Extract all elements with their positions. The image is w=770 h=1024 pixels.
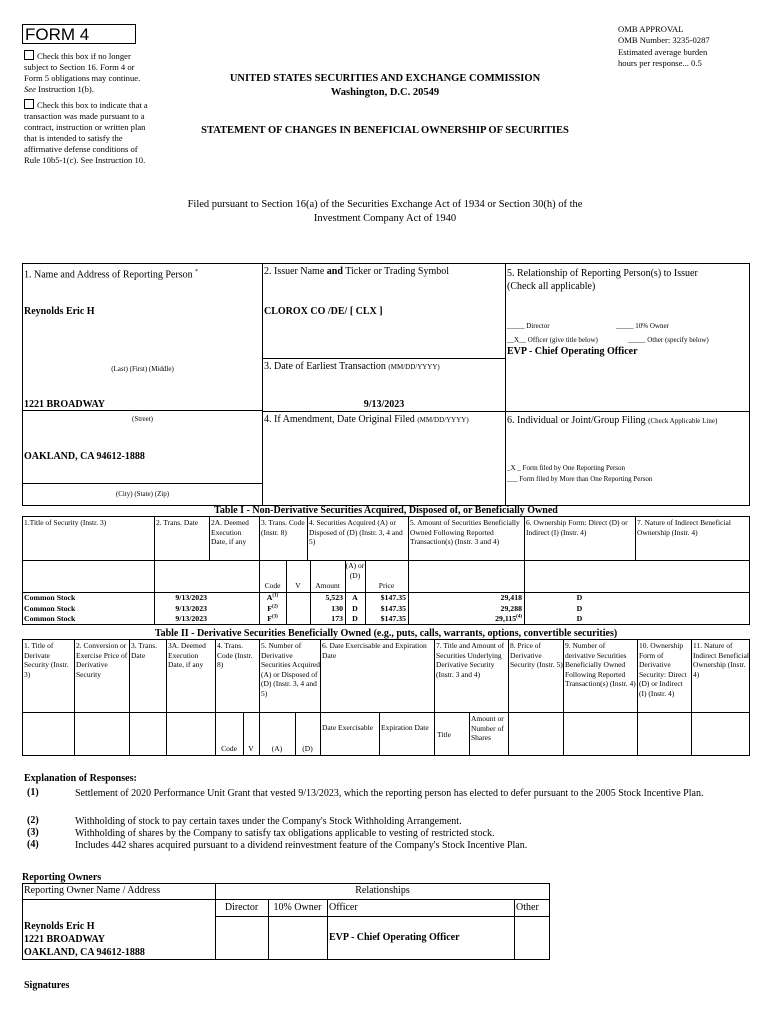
t2-sub-exp: Expiration Date (381, 723, 429, 732)
t2-sub-a: (A) (271, 744, 283, 753)
box2-label-b: Ticker or Trading Symbol (345, 266, 450, 277)
t1-value-amount: 173 (331, 614, 343, 623)
filed-pursuant-line2: Investment Company Act of 1940 (313, 213, 457, 224)
t2-h2: 2. Conversion or Exercise Price of Derivative Security (76, 641, 128, 679)
table1-title: Table I - Non-Derivative Securities Acquired, Disposed of, or Beneficially Owned (214, 505, 558, 516)
signatures-title: Signatures (24, 980, 70, 991)
t2-h4: 4. Trans. Code (Instr. 8) (217, 641, 253, 669)
t1-col-line (635, 516, 636, 560)
t1-cell-ad (345, 593, 365, 602)
checkbox-no-longer-subject[interactable] (24, 50, 34, 60)
t1-value-form: D (576, 603, 583, 613)
form-title: FORM 4 (22, 24, 136, 44)
t1-value-code: A (266, 593, 273, 602)
ro-owner-name: Reynolds Eric H (24, 921, 95, 932)
explanation-text: Settlement of 2020 Performance Unit Grant that vested 9/13/2023, which the reporting person has elected to defer pursuant to the 2005 Stock Incentive Plan. (75, 788, 704, 799)
ro-col-line (327, 899, 328, 960)
t1-value-price: $147.35 (380, 593, 406, 602)
t1-value-date: 9/13/2023 (175, 593, 207, 602)
t1-cell-amount (310, 593, 345, 602)
ro-divider (215, 916, 550, 917)
t1-value-date: 9/13/2023 (175, 603, 207, 613)
box5-label: 5. Relationship of Reporting Person(s) to Issuer (507, 268, 698, 279)
t2-sub-d: (D) (302, 744, 313, 753)
rel-officer: __X__ Officer (give title below) (507, 336, 598, 344)
ro-owner-address (24, 920, 145, 959)
t2-col-line (259, 639, 260, 756)
ro-owner-city: OAKLAND, CA 94612-1888 (24, 947, 145, 958)
t1-cell-amount (310, 614, 345, 623)
t1-col-line (307, 516, 308, 560)
table2-title: Table II - Derivative Securities Beneficially Owned (e.g., puts, calls, warrants, options, convertible securities) (154, 628, 618, 639)
t2-h11: 11. Nature of Indirect Beneficial Ownership (Instr. 4) (693, 641, 750, 679)
name-parts-label: (Last) (First) (Middle) (111, 365, 174, 373)
box2-4-issuer (262, 263, 506, 506)
street-value: 1221 BROADWAY (24, 399, 106, 410)
reporting-owners-title: Reporting Owners (22, 872, 102, 883)
t1-value-security: Common Stock (24, 603, 76, 613)
t1-cell-price (365, 614, 408, 623)
t1-cell-date (154, 604, 209, 613)
explanation-text: Withholding of shares by the Company to satisfy tax obligations applicable to vesting of restricted stock. (75, 828, 495, 839)
box1-label-row (24, 267, 198, 281)
t2-col-line (691, 639, 692, 756)
t1-value-amount: 5,523 (325, 593, 343, 602)
t1-cell-owned (408, 604, 524, 613)
t1-cell-security (24, 593, 154, 602)
explanation-text: Includes 442 shares acquired pursuant to a dividend reinvestment feature of the Company's Stock Incentive Plan. (75, 840, 528, 851)
explanation-title: Explanation of Responses: (24, 773, 137, 784)
checkbox2-text: Check this box to indicate that a transaction was made pursuant to a contract, instruction or written plan that is intended to satisfy the affirmative defense conditions of Rule 10b5-1(c). See Instruction 10. (24, 100, 148, 165)
box4-label-text: 4. If Amendment, Date Original Filed (264, 414, 415, 425)
box1-reporting-person (22, 263, 263, 506)
t1-value-security: Common Stock (24, 614, 76, 623)
divider-box3-4 (262, 411, 506, 412)
box2-label-and: and (326, 266, 343, 277)
t1-value-ad: D (352, 603, 358, 613)
t1-cell-form (524, 614, 635, 623)
box3-label (264, 362, 440, 373)
ro-col-officer: Officer (329, 902, 358, 913)
explanation-number: (4) (27, 839, 39, 850)
box6-label-block (507, 415, 747, 427)
t1-value-ad: D (352, 614, 358, 623)
t1-sub-v: V (295, 581, 301, 590)
t1-cell-date (154, 614, 209, 623)
t2-h3a: 3A. Deemed Execution Date, if any (168, 641, 206, 669)
box3-label-text: 3. Date of Earliest Transaction (264, 361, 386, 372)
agency-name: UNITED STATES SECURITIES AND EXCHANGE COMMISSION (229, 73, 541, 84)
ro-col-name: Reporting Owner Name / Address (24, 885, 161, 896)
t2-h10: 10. Ownership Form of Derivative Security: Direct (D) or Indirect (I) (Instr. 4) (639, 641, 687, 698)
t2-header-bottom (22, 712, 750, 713)
t1-cell-code (259, 593, 286, 602)
box1-mark: * (195, 269, 199, 275)
t1-h2: 2. Trans. Date (156, 518, 199, 527)
t2-sub-title: Title (437, 730, 451, 739)
t1-cell-ad (345, 614, 365, 623)
t1-footnote-ref: (4) (516, 614, 522, 620)
t2-sub-line (469, 712, 470, 756)
t1-cell-form (524, 593, 635, 602)
omb-approval (618, 24, 758, 70)
officer-title: EVP - Chief Operating Officer (507, 346, 638, 357)
t1-header-bottom (22, 560, 750, 561)
statement-title: STATEMENT OF CHANGES IN BENEFICIAL OWNERSHIP OF SECURITIES (201, 125, 569, 136)
box5-sub: (Check all applicable) (507, 281, 596, 292)
divider-box2-3 (262, 358, 506, 359)
t1-cell-owned (408, 614, 524, 623)
t2-sub-code: Code (221, 744, 237, 753)
omb-line2: OMB Number: 3235-0287 (618, 35, 710, 46)
filed-pursuant (130, 198, 640, 226)
t1-h3: 3. Trans. Code (Instr. 8) (261, 518, 305, 537)
t1-value-ad: A (352, 593, 358, 602)
t1-h4: 4. Securities Acquired (A) or Disposed of (D) (Instr. 3, 4 and 5) (309, 518, 403, 546)
t1-value-price: $147.35 (380, 614, 406, 623)
t1-value-owned: 29,418 (500, 593, 522, 602)
explanation-text: Withholding of stock to pay certain taxes under the Company's Stock Withholding Arrangement. (75, 816, 462, 827)
t2-col-line (563, 639, 564, 756)
ro-owner-street: 1221 BROADWAY (24, 934, 106, 945)
divider-city (22, 483, 263, 484)
t1-sub-amount: Amount (315, 581, 340, 590)
t1-footnote-ref: (3) (271, 614, 278, 620)
t2-h5: 5. Number of Derivative Securities Acquired (A) or Disposed of (D) (Instr. 3, 4 and 5) (261, 641, 320, 698)
t2-col-line (320, 639, 321, 756)
issuer-value: CLOROX CO /DE/ [ CLX ] (264, 306, 383, 317)
t2-col-line (129, 639, 130, 756)
t1-value-amount: 130 (331, 603, 343, 613)
t1-value-owned: 29,288 (500, 603, 522, 613)
checkbox1-instr: Instruction 1(b). (38, 84, 94, 94)
box2-label (264, 267, 449, 278)
box6-sub: (Check Applicable Line) (648, 417, 718, 425)
t1-cell-security (24, 604, 154, 613)
box4-format: (MM/DD/YYYY) (417, 416, 469, 424)
t1-cell-owned (408, 593, 524, 602)
ro-col-other: Other (516, 902, 539, 913)
t1-h7: 7. Nature of Indirect Beneficial Ownership (Instr. 4) (637, 518, 731, 537)
t1-sub-aord: (A) or (D) (345, 561, 365, 580)
ro-col-10pct: 10% Owner (273, 902, 322, 913)
t2-h8: 8. Price of Derivative Security (Instr. 5) (510, 641, 563, 669)
t1-cell-date (154, 593, 209, 602)
box4-label (264, 415, 469, 426)
t2-sub-amount: Amount or Number of Shares (471, 714, 504, 742)
checkbox-rule-10b5-1[interactable] (24, 99, 34, 109)
t1-cell-price (365, 593, 408, 602)
t1-value-code: F (267, 614, 272, 623)
box3-format: (MM/DD/YYYY) (388, 363, 440, 371)
box2-label-a: 2. Issuer Name (264, 266, 325, 277)
t1-footnote-ref: (1) (272, 593, 279, 599)
city-label: (City) (State) (Zip) (115, 490, 170, 498)
t1-cell-security (24, 614, 154, 623)
ro-col-relationships: Relationships (355, 885, 410, 896)
t2-col-line (508, 639, 509, 756)
t2-sub-date-ex: Date Exercisable (322, 723, 374, 732)
t2-h7: 7. Title and Amount of Securities Underlying Derivative Security (Instr. 3 and 4) (436, 641, 505, 679)
explanation-number: (3) (27, 827, 39, 838)
t1-cell-amount (310, 604, 345, 613)
t1-value-security: Common Stock (24, 593, 76, 602)
omb-line3: Estimated average burden (618, 46, 708, 57)
ro-col-director: Director (224, 902, 259, 913)
t1-h2a: 2A. Deemed Execution Date, if any (211, 518, 249, 546)
agency-location: Washington, D.C. 20549 (330, 87, 440, 98)
earliest-date: 9/13/2023 (363, 399, 405, 410)
t1-cell-form (524, 604, 635, 613)
t1-h5: 5. Amount of Securities Beneficially Owned Following Reported Transaction(s) (Instr. 3 and 4) (410, 518, 520, 546)
ro-owner-officer: EVP - Chief Operating Officer (329, 932, 460, 943)
t1-h6: 6. Ownership Form: Direct (D) or Indirect (I) (Instr. 4) (526, 518, 628, 537)
t1-cell-code (259, 614, 286, 623)
rel-director: _____ Director (507, 322, 550, 330)
t2-sub-v: V (248, 744, 254, 753)
filing-more: ___ Form filed by More than One Reporting Person (507, 475, 653, 483)
t2-h6: 6. Date Exercisable and Expiration Date (322, 641, 427, 660)
city-value: OAKLAND, CA 94612-1888 (24, 451, 145, 462)
t2-col-line (637, 639, 638, 756)
box6-label: 6. Individual or Joint/Group Filing (507, 415, 646, 426)
checkbox1-text: Check this box if no longer subject to Section 16. Form 4 or Form 5 obligations may continue. (24, 51, 141, 83)
checkbox1-block (24, 50, 152, 95)
rel-other: _____ Other (specify below) (628, 336, 709, 344)
t1-h1: 1.Title of Security (Instr. 3) (24, 518, 107, 527)
t1-sub-price: Price (378, 581, 395, 590)
ro-col-line (514, 899, 515, 960)
t1-footnote-ref: (2) (271, 603, 278, 609)
t2-col-line (215, 639, 216, 756)
box5-label-block (507, 267, 747, 293)
t2-h9: 9. Number of derivative Securities Beneficially Owned Following Reported Transaction(s) (Instr. 4) (565, 641, 636, 688)
t1-sub-line (286, 560, 287, 625)
rel-10pct: _____ 10% Owner (616, 322, 669, 330)
t1-cell-price (365, 604, 408, 613)
explanation-number: (2) (27, 815, 39, 826)
explanation-number: (1) (27, 787, 39, 798)
t1-cell-ad (345, 604, 365, 613)
box1-label: 1. Name and Address of Reporting Person (24, 269, 193, 281)
filed-pursuant-line1: Filed pursuant to Section 16(a) of the Securities Exchange Act of 1934 or Section 30(h) of the (187, 199, 583, 210)
checkbox2-block (24, 99, 150, 166)
t1-value-code: F (267, 603, 272, 613)
t1-value-price: $147.35 (380, 603, 406, 613)
checkbox1-see: See (24, 84, 36, 94)
ro-divider (22, 899, 550, 900)
t2-sub-line (379, 712, 380, 756)
divider-box5-6 (505, 411, 750, 412)
filing-one: _X _ Form filed by One Reporting Person (507, 464, 626, 472)
omb-line4: hours per response... 0.5 (618, 58, 702, 69)
t2-h3: 3. Trans. Date (131, 641, 158, 660)
t1-value-owned: 29,115 (495, 614, 517, 623)
t2-col-line (434, 639, 435, 756)
t2-col-line (74, 639, 75, 756)
t1-value-form: D (576, 614, 583, 623)
t2-col-line (166, 639, 167, 756)
t1-value-form: D (576, 593, 583, 602)
omb-line1: OMB APPROVAL (618, 24, 684, 34)
t2-h1: 1. Title of Derivate Security (Instr. 3) (24, 641, 69, 679)
t1-value-date: 9/13/2023 (175, 614, 207, 623)
street-label: (Street) (132, 415, 153, 423)
t1-sub-code: Code (264, 581, 281, 590)
reporter-name: Reynolds Eric H (24, 306, 95, 317)
t1-cell-code (259, 604, 286, 613)
